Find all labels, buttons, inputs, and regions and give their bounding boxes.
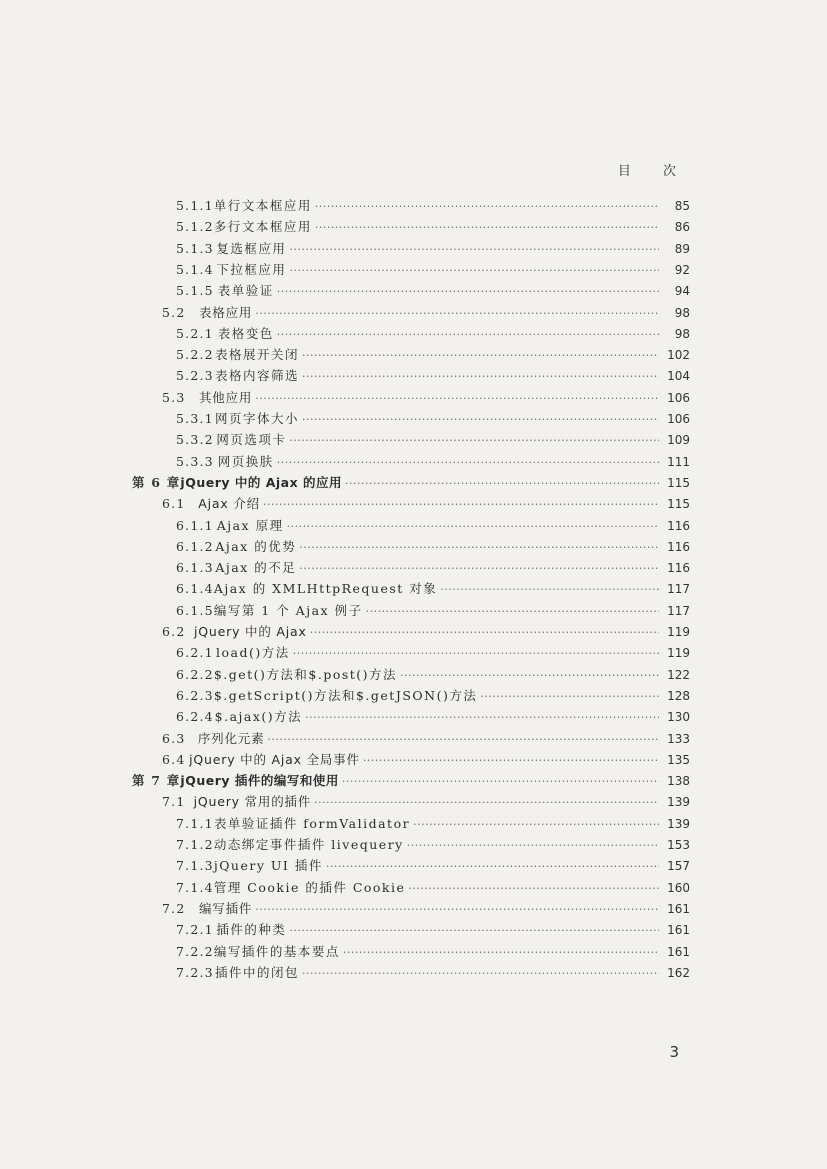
- toc-entry: [132, 771, 690, 791]
- dot-leader: [267, 730, 659, 750]
- dot-leader: [363, 751, 659, 771]
- toc-entry-number: 7.1.4: [176, 879, 214, 895]
- dot-leader: [302, 346, 659, 366]
- toc-entry-number: 第 6 章: [132, 474, 181, 490]
- toc-entry-number: 6.2.1: [176, 645, 214, 661]
- toc-entry: [162, 792, 690, 812]
- dot-leader: [315, 197, 659, 217]
- dot-leader: [345, 474, 659, 494]
- toc-entry-number: 7.1.1: [176, 815, 214, 831]
- toc-entry: [176, 281, 690, 301]
- toc-entry: [176, 835, 690, 855]
- toc-entry-number: 6.1.5: [176, 602, 214, 618]
- toc-entry-title: 网页选项卡: [216, 432, 287, 448]
- dot-leader: [366, 602, 659, 622]
- toc-entry-title: 多行文本框应用: [213, 219, 312, 235]
- dot-leader: [302, 410, 659, 430]
- toc-entry: [176, 366, 690, 386]
- dot-leader: [277, 325, 659, 345]
- toc-entry-title: 表格应用: [199, 304, 253, 320]
- toc-entry-page: 117: [667, 582, 690, 597]
- toc-entry: [176, 430, 690, 450]
- dot-leader: [255, 900, 659, 920]
- toc-entry: [176, 665, 690, 685]
- toc-entry-page: 128: [667, 688, 690, 703]
- toc-entry-number: 6.1.2: [176, 538, 214, 554]
- toc-entry-page: 89: [674, 241, 690, 256]
- toc-entry: [176, 814, 690, 834]
- dot-leader: [255, 389, 659, 409]
- toc-entry-number: 5.2: [162, 304, 186, 320]
- dot-leader: [302, 367, 659, 387]
- toc-entry-page: 122: [667, 667, 690, 682]
- toc-entry-page: 98: [674, 326, 690, 341]
- toc-entry-page: 138: [667, 774, 690, 789]
- toc-entry-number: 6.1: [162, 496, 186, 512]
- toc-entry-page: 106: [667, 412, 690, 426]
- toc-entry: [162, 494, 690, 514]
- toc-entry-page: 130: [667, 710, 690, 725]
- toc-entry-page: 115: [667, 497, 690, 512]
- toc-entry-number: 6.4: [162, 751, 186, 767]
- dot-leader: [289, 921, 659, 941]
- toc-entry: [162, 388, 690, 408]
- toc-entry-page: 117: [667, 603, 690, 618]
- toc-entry: [176, 707, 690, 727]
- toc-entry: [176, 409, 690, 429]
- toc-entry-title: 序列化元素: [197, 730, 265, 746]
- toc-entry-page: 98: [674, 305, 690, 320]
- toc-entry: [132, 473, 690, 493]
- toc-entry: [162, 729, 690, 749]
- toc-entry: [162, 750, 690, 770]
- toc-entry: [176, 196, 690, 216]
- toc-entry-number: 7.1: [162, 794, 186, 810]
- toc-entry-number: 5.1.2: [176, 219, 214, 235]
- toc-entry-title: jQuery 中的 Ajax 的应用: [180, 474, 343, 490]
- toc-entry-page: 85: [674, 199, 690, 213]
- dot-leader: [302, 964, 659, 984]
- toc-entry-title: 表单验证插件 formValidator: [213, 815, 411, 831]
- toc-entry-number: 7.2: [162, 900, 186, 916]
- toc-entry-title: 表格内容筛选: [215, 368, 300, 384]
- running-header: 目 次: [617, 164, 690, 179]
- dot-leader: [314, 793, 659, 813]
- toc-entry-page: 92: [674, 262, 690, 277]
- toc-entry-page: 115: [667, 475, 690, 490]
- toc-entry-page: 86: [674, 220, 690, 235]
- toc-entry: [176, 217, 690, 237]
- dot-leader: [289, 431, 659, 451]
- toc-entry: [176, 579, 690, 599]
- toc-entry: [162, 303, 690, 323]
- dot-leader: [263, 495, 659, 515]
- toc-entry: [162, 622, 690, 642]
- dot-leader: [299, 559, 659, 579]
- dot-leader: [277, 453, 659, 473]
- toc-entry-title: 插件中的闭包: [215, 964, 300, 980]
- dot-leader: [305, 708, 659, 728]
- dot-leader: [408, 879, 659, 899]
- toc-entry-title: load()方法: [216, 645, 290, 661]
- dot-leader: [277, 282, 659, 302]
- dot-leader: [293, 644, 659, 664]
- toc-entry-number: 5.3.1: [176, 411, 214, 426]
- toc-entry-page: 119: [667, 625, 690, 639]
- toc-entry-number: 6.3: [162, 730, 186, 746]
- toc-entry-number: 5.3.3: [176, 453, 214, 469]
- toc-entry-title: Ajax 原理: [216, 517, 284, 533]
- toc-entry-title: jQuery 常用的插件: [193, 794, 312, 810]
- toc-entry-title: jQuery UI 插件: [213, 858, 323, 874]
- toc-entry: [176, 537, 690, 557]
- toc-entry-page: 161: [667, 944, 690, 959]
- toc-entry-title: 网页字体大小: [215, 411, 300, 426]
- toc-entry-number: 7.1.3: [176, 858, 214, 874]
- toc-entry-title: 动态绑定事件插件 livequery: [213, 837, 404, 852]
- toc-entry-number: 5.3.2: [176, 432, 214, 448]
- toc-entry-title: 网页换肤: [217, 453, 274, 469]
- toc-entry-number: 5.2.3: [176, 368, 214, 384]
- toc-entry-page: 104: [667, 369, 690, 384]
- dot-leader: [299, 538, 659, 558]
- dot-leader: [343, 943, 659, 963]
- dot-leader: [289, 240, 659, 260]
- toc-entry: [162, 899, 690, 919]
- toc-entry-title: 下拉框应用: [216, 261, 287, 277]
- toc-entry: [176, 601, 690, 621]
- toc-entry-title: Ajax 的优势: [215, 538, 297, 554]
- toc-entry-title: 管理 Cookie 的插件 Cookie: [213, 879, 406, 895]
- toc-entry-number: 6.2.3: [176, 687, 214, 703]
- dot-leader: [400, 666, 659, 686]
- toc-entry: [176, 643, 690, 663]
- dot-leader: [287, 517, 659, 537]
- toc-entry-title: $.get()方法和$.post()方法: [213, 666, 398, 682]
- toc-entry-title: jQuery 中的 Ajax: [194, 624, 307, 639]
- toc-entry-page: 109: [667, 433, 690, 448]
- toc-entry-page: 102: [667, 348, 690, 363]
- toc-entry-page: 157: [667, 859, 690, 874]
- toc-entry-title: 表格变色: [217, 325, 274, 341]
- toc-entry-page: 160: [667, 880, 690, 895]
- toc-entry-page: 153: [667, 838, 690, 852]
- toc-entry-number: 6.1.3: [176, 560, 214, 576]
- toc-entry-page: 139: [667, 816, 690, 831]
- toc-entry: [176, 963, 690, 983]
- toc-entry-page: 116: [667, 561, 690, 576]
- toc-entry-page: 106: [667, 390, 690, 405]
- toc-entry-number: 7.2.3: [176, 964, 214, 980]
- toc-entry: [176, 878, 690, 898]
- toc-entry-number: 第 7 章: [132, 773, 181, 789]
- page-number: 3: [669, 1043, 679, 1061]
- toc-entry-page: 119: [667, 646, 690, 661]
- toc-entry-page: 116: [667, 539, 690, 554]
- toc-entry-number: 6.2.4: [176, 709, 214, 725]
- toc-entry-page: 116: [667, 518, 690, 533]
- dot-leader: [407, 836, 659, 856]
- toc-entry: [176, 920, 690, 940]
- toc-entry-page: 162: [667, 965, 690, 980]
- dot-leader: [342, 772, 659, 792]
- toc-entry-page: 94: [674, 284, 690, 299]
- toc-entry-number: 6.1.1: [176, 517, 214, 533]
- toc-entry: [176, 942, 690, 962]
- toc-entry-page: 135: [667, 752, 690, 767]
- toc-entry-title: 编写插件: [199, 900, 253, 916]
- toc-entry-title: 表格展开关闭: [215, 347, 300, 363]
- toc-entry-number: 5.3: [162, 389, 186, 405]
- toc-entry: [176, 239, 690, 259]
- toc-entry: [176, 558, 690, 578]
- toc-entry-number: 5.2.2: [176, 347, 214, 363]
- toc-entry: [176, 856, 690, 876]
- toc-entry-number: 7.2.2: [176, 943, 214, 959]
- toc-entry-title: 其他应用: [199, 389, 253, 405]
- dot-leader: [413, 815, 659, 835]
- toc-entry: [176, 260, 690, 280]
- toc-entry-number: 6.2: [162, 624, 186, 639]
- toc-entry-number: 7.2.1: [176, 922, 214, 938]
- toc-entry-title: jQuery 中的 Ajax 全局事件: [189, 751, 360, 767]
- toc-entry-title: 编写第 1 个 Ajax 例子: [213, 602, 363, 618]
- dot-leader: [310, 623, 659, 643]
- toc-entry-page: 133: [667, 731, 690, 746]
- toc-entry-number: 5.1.4: [176, 261, 214, 277]
- toc-entry-number: 5.1.1: [176, 198, 214, 213]
- toc-entry-number: 7.1.2: [176, 837, 214, 852]
- toc-entry-number: 6.1.4: [176, 581, 214, 597]
- toc-entry-page: 139: [667, 795, 690, 810]
- toc-entry-title: $.ajax()方法: [214, 709, 303, 725]
- toc-entry: [176, 345, 690, 365]
- dot-leader: [289, 261, 659, 281]
- toc-entry-number: 5.2.1: [176, 325, 214, 341]
- toc-entry-title: 复选框应用: [216, 240, 287, 256]
- toc-entry-title: 编写插件的基本要点: [213, 943, 340, 959]
- toc-entry-number: 6.2.2: [176, 666, 214, 682]
- toc-entry-title: Ajax 介绍: [198, 496, 260, 512]
- toc-entry: [176, 324, 690, 344]
- toc-entry-page: 161: [667, 901, 690, 916]
- toc-entry-page: 111: [667, 454, 690, 469]
- toc-entry-number: 5.1.3: [176, 240, 214, 256]
- toc-entry-page: 161: [667, 923, 690, 938]
- toc-entry: [176, 686, 690, 706]
- dot-leader: [326, 857, 659, 877]
- dot-leader: [255, 304, 659, 324]
- toc-entry-title: 插件的种类: [216, 922, 287, 938]
- toc-entry-title: 单行文本框应用: [213, 198, 312, 213]
- dot-leader: [480, 687, 659, 707]
- toc-entry-title: Ajax 的不足: [215, 560, 297, 576]
- dot-leader: [315, 218, 659, 238]
- toc-entry-title: Ajax 的 XMLHttpRequest 对象: [213, 581, 438, 597]
- toc-entry-number: 5.1.5: [176, 283, 214, 299]
- toc-entry-title: 表单验证: [217, 283, 274, 299]
- toc-entry-title: $.getScript()方法和$.getJSON()方法: [213, 687, 478, 703]
- toc-entry-title: jQuery 插件的编写和使用: [180, 773, 339, 789]
- toc-entry: [176, 516, 690, 536]
- dot-leader: [440, 580, 659, 600]
- toc-entry: [176, 452, 690, 472]
